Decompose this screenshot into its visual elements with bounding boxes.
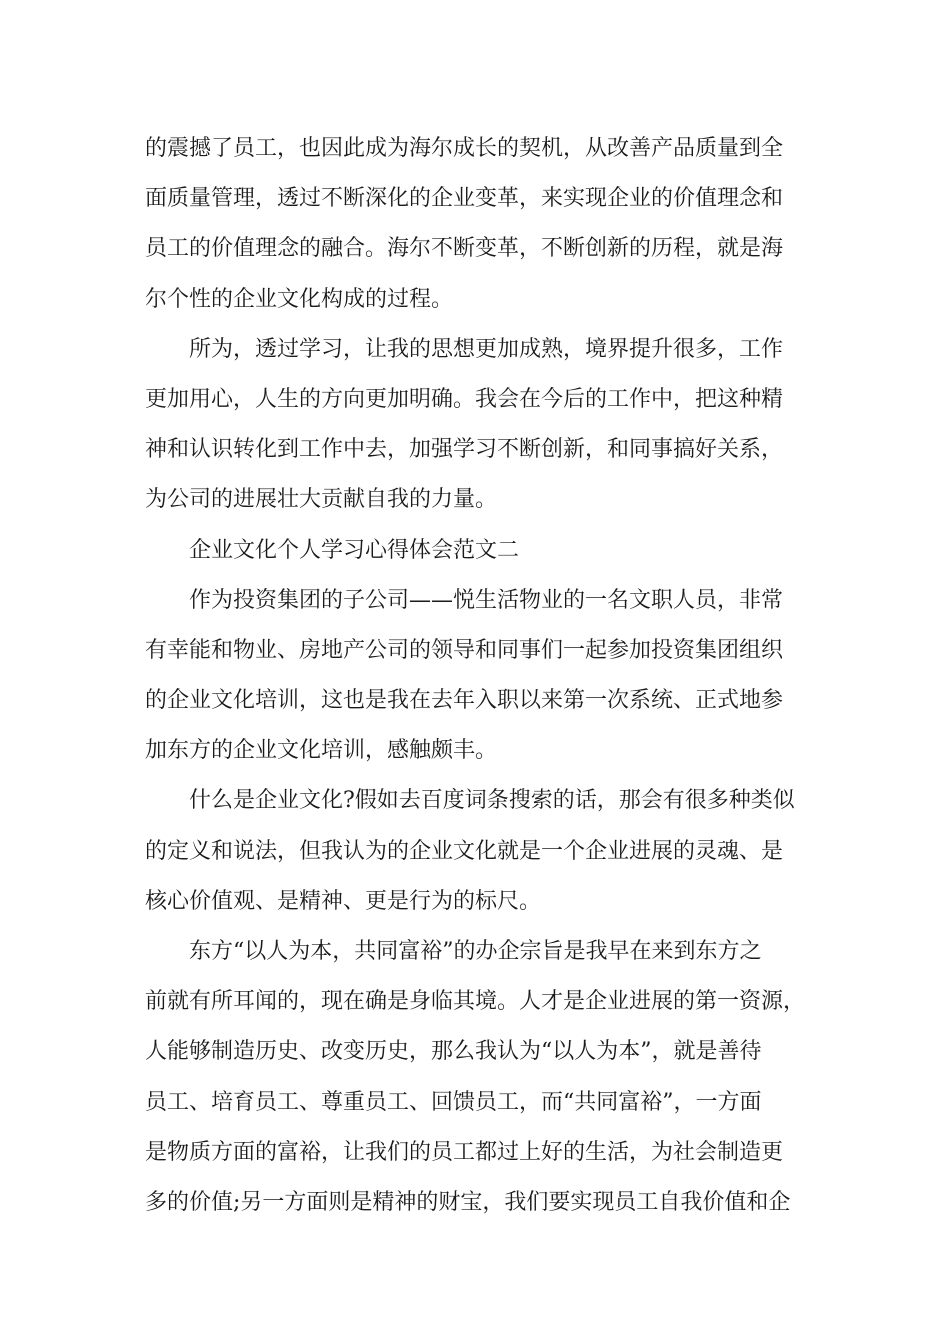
document-body: [145, 124, 810, 1228]
text-line: 所为，透过学习，让我的思想更加成熟，境界提升很多，工作: [189, 336, 784, 362]
text-line: 神和认识转化到工作中去，加强学习不断创新，和同事搞好关系，: [145, 437, 784, 463]
text-line: 企业文化个人学习心得体会范文二: [189, 537, 520, 563]
text-line: 多的价值;另一方面则是精神的财宝，我们要实现员工自我价值和企: [145, 1189, 791, 1215]
text-line: 核心价值观、是精神、更是行为的标尺。: [145, 888, 542, 914]
text-line: 更加用心，人生的方向更加明确。我会在今后的工作中，把这种精: [145, 386, 784, 412]
text-line: 东方“以人为本，共同富裕”的办企宗旨是我早在来到东方之: [189, 939, 762, 964]
text-line: 作为投资集团的子公司——悦生活物业的一名文职人员，非常: [189, 587, 784, 613]
text-line: 加东方的企业文化培训，感触颇丰。: [145, 738, 498, 764]
text-line: 前就有所耳闻的，现在确是身临其境。人才是企业进展的第一资源，: [145, 989, 806, 1015]
text-line: 的震撼了员工，也因此成为海尔成长的契机，从改善产品质量到全: [145, 136, 784, 161]
text-line: 面质量管理，透过不断深化的企业变革，来实现企业的价值理念和: [145, 186, 784, 212]
text-line: 尔个性的企业文化构成的过程。: [145, 286, 454, 312]
text-line: 为公司的进展壮大贡献自我的力量。: [145, 487, 498, 513]
text-line: 员工、培育员工、尊重员工、回馈员工，而“共同富裕”，一方面: [145, 1089, 762, 1115]
text-line: 是物质方面的富裕，让我们的员工都过上好的生活，为社会制造更: [145, 1139, 784, 1165]
text-line: 什么是企业文化?假如去百度词条搜索的话，那会有很多种类似: [189, 788, 795, 814]
text-line: 有幸能和物业、房地产公司的领导和同事们一起参加投资集团组织: [145, 637, 784, 663]
text-line: 员工的价值理念的融合。海尔不断变革，不断创新的历程，就是海: [145, 236, 784, 262]
text-line: 的定义和说法，但我认为的企业文化就是一个企业进展的灵魂、是: [145, 838, 784, 864]
text-line: 的企业文化培训，这也是我在去年入职以来第一次系统、正式地参: [145, 688, 784, 714]
text-line: 人能够制造历史、改变历史，那么我认为“以人为本”，就是善待: [145, 1039, 762, 1065]
